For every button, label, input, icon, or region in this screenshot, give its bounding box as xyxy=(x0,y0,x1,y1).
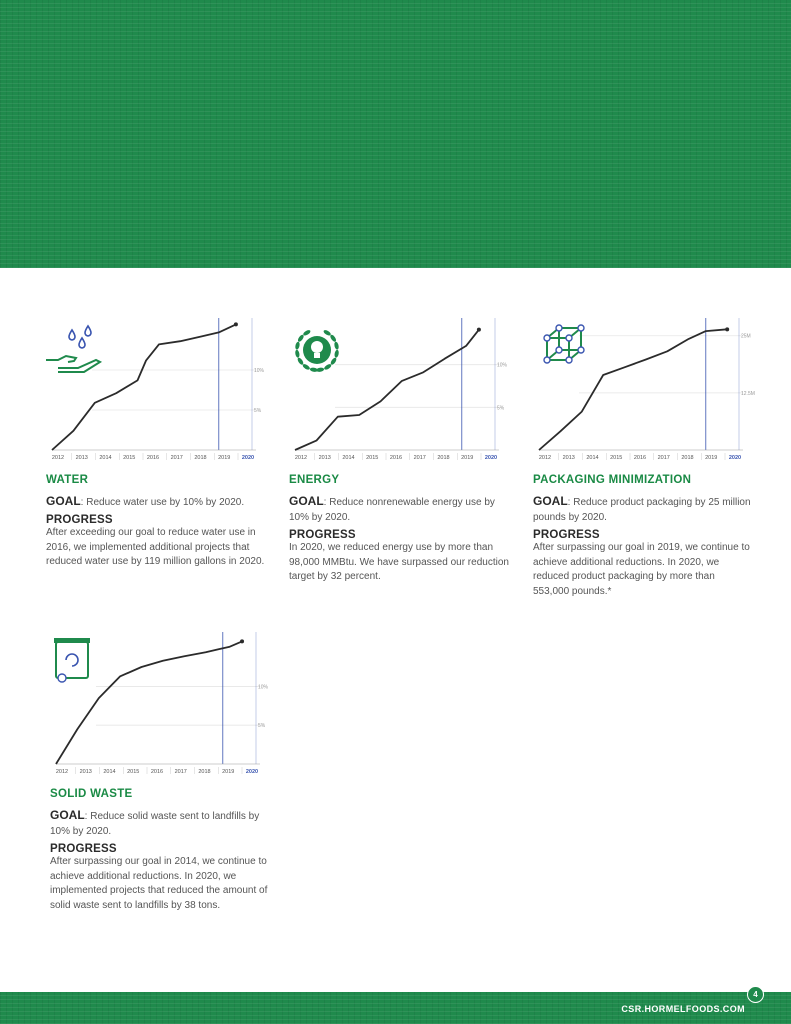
progress-text: After surpassing our goal in 2019, we continue to achieve additional reductions. In 2020, we reduced product packaging by more than 553,000 pounds.* xyxy=(533,542,750,597)
progress-text: In 2020, we reduced energy use by more than 98,000 MMBtu. We have surpassed our reduction target by 32 percent. xyxy=(289,542,509,582)
x-tick-label: 2018 xyxy=(437,455,450,461)
cube-vertex xyxy=(566,357,572,363)
cube-wireframe-icon xyxy=(544,325,584,363)
solid-waste-title: SOLID WASTE xyxy=(50,788,133,800)
energy-goal xyxy=(289,494,509,525)
progress-label: PROGRESS xyxy=(50,843,117,855)
water-drops-hand-icon xyxy=(46,326,100,372)
icon-wrapper xyxy=(46,326,100,372)
x-tick-label: 2016 xyxy=(150,769,164,775)
lightbulb-laurel-icon xyxy=(295,329,340,372)
series-line xyxy=(539,329,727,450)
reference-label: 25M xyxy=(741,333,751,340)
reference-label: 10% xyxy=(497,362,508,369)
reference-label: 10% xyxy=(258,684,269,691)
x-tick-label: 2016 xyxy=(146,455,160,461)
laurel-leaf xyxy=(297,334,305,343)
x-tick-label: 2018 xyxy=(198,769,211,775)
laurel-leaf xyxy=(329,334,337,343)
progress-label: PROGRESS xyxy=(289,529,356,541)
x-tick-label: 2018 xyxy=(194,455,207,461)
goal-label: GOAL xyxy=(289,494,324,508)
cube-vertex xyxy=(556,325,562,331)
solid-waste-goal xyxy=(50,808,270,839)
water-drop-shape xyxy=(69,330,75,340)
goal-label: GOAL xyxy=(46,494,81,508)
recycling-bin-icon xyxy=(54,638,90,682)
hand-shape xyxy=(46,356,100,372)
goal-label: GOAL xyxy=(50,808,85,822)
laurel-leaf xyxy=(295,341,301,350)
reference-label: 5% xyxy=(497,405,505,412)
x-tick-label: 2019 xyxy=(222,769,235,775)
x-tick-label: 2017 xyxy=(170,455,183,461)
goal-text: : Reduce nonrenewable energy use by 10% by 2020. xyxy=(289,497,495,523)
x-tick-label: 2015 xyxy=(366,455,379,461)
x-tick-label: 2014 xyxy=(99,455,112,461)
x-tick-label: 2013 xyxy=(562,455,575,461)
series-endpoint xyxy=(725,327,729,331)
progress-label: PROGRESS xyxy=(533,529,600,541)
energy-chart xyxy=(289,318,514,460)
footer-url[interactable]: CSR.HORMELFOODS.COM xyxy=(621,1004,745,1014)
reference-label: 12.5M xyxy=(741,390,755,397)
x-tick-label: 2016 xyxy=(389,455,403,461)
x-tick-label: 2019 xyxy=(218,455,231,461)
series-line xyxy=(56,641,242,764)
footer-bar xyxy=(0,992,791,1024)
solid-waste-chart xyxy=(50,632,275,774)
x-tick-label: 2012 xyxy=(51,455,65,461)
water-title: WATER xyxy=(46,474,89,486)
page-number: 4 xyxy=(747,986,764,1003)
cube-vertex xyxy=(544,335,550,341)
goal-text: : Reduce product packaging by 25 million pounds by 2020. xyxy=(533,497,751,523)
laurel-leaf xyxy=(297,357,305,366)
goal-text: : Reduce water use by 10% by 2020. xyxy=(80,497,245,508)
progress-label: PROGRESS xyxy=(46,514,113,526)
solid-waste-panel xyxy=(50,632,270,932)
reference-label: 5% xyxy=(258,723,266,730)
x-tick-label: 2017 xyxy=(413,455,426,461)
x-tick-label: 2015 xyxy=(123,455,136,461)
bulb-base xyxy=(314,353,320,358)
laurel-leaf xyxy=(334,349,339,358)
x-tick-label: 2020 xyxy=(245,769,259,775)
x-tick-label: 2020 xyxy=(484,455,498,461)
x-tick-label: 2013 xyxy=(318,455,331,461)
goal-text: : Reduce solid waste sent to landfills by 10% by 2020. xyxy=(50,811,260,837)
x-tick-label: 2020 xyxy=(728,455,742,461)
icon-wrapper xyxy=(54,638,90,682)
x-tick-label: 2019 xyxy=(705,455,718,461)
cube-vertex xyxy=(544,357,550,363)
laurel-leaf xyxy=(334,341,340,350)
x-tick-label: 2015 xyxy=(610,455,623,461)
header-banner xyxy=(0,0,791,268)
laurel-leaf xyxy=(316,367,325,372)
series-endpoint xyxy=(240,639,244,643)
reference-label: 10% xyxy=(254,368,265,374)
x-tick-label: 2015 xyxy=(127,769,140,775)
laurel-leaf xyxy=(323,329,332,337)
x-tick-label: 2020 xyxy=(241,455,255,461)
progress-text: After exceeding our goal to reduce water use in 2016, we implemented additional projects that reduced water use by 119 million gallons in 2020. xyxy=(46,527,265,567)
water-drop-shape xyxy=(79,338,85,348)
x-tick-label: 2017 xyxy=(657,455,670,461)
water-chart xyxy=(46,318,271,460)
x-tick-label: 2012 xyxy=(294,455,308,461)
bin-body xyxy=(56,642,88,678)
goal-label: GOAL xyxy=(533,494,568,508)
bin-wheel xyxy=(58,674,66,682)
x-tick-label: 2013 xyxy=(75,455,88,461)
x-tick-label: 2012 xyxy=(55,769,69,775)
packaging-goal xyxy=(533,494,753,525)
x-tick-label: 2019 xyxy=(461,455,474,461)
x-tick-label: 2014 xyxy=(103,769,116,775)
packaging-title: PACKAGING MINIMIZATION xyxy=(533,474,692,486)
x-tick-label: 2018 xyxy=(681,455,694,461)
x-tick-label: 2014 xyxy=(342,455,355,461)
packaging-chart xyxy=(533,318,758,460)
laurel-leaf xyxy=(302,329,311,337)
cube-vertex xyxy=(556,347,562,353)
series-endpoint xyxy=(234,322,238,326)
reference-label: 5% xyxy=(254,408,262,414)
water-goal xyxy=(46,494,266,510)
x-tick-label: 2013 xyxy=(79,769,92,775)
series-endpoint xyxy=(477,328,481,332)
water-panel xyxy=(46,318,266,598)
packaging-panel xyxy=(533,318,753,608)
cube-vertex xyxy=(578,325,584,331)
x-tick-label: 2014 xyxy=(586,455,599,461)
icon-wrapper xyxy=(544,325,584,363)
laurel-leaf xyxy=(295,349,300,358)
progress-text: After surpassing our goal in 2014, we continue to achieve additional reductions. In 2020, we implemented projects that reduced the amount of solid waste sent to landfills by 38 tons. xyxy=(50,856,268,911)
recycle-arrow xyxy=(66,654,78,666)
x-tick-label: 2012 xyxy=(538,455,552,461)
cube-vertex xyxy=(566,335,572,341)
bin-lid xyxy=(54,638,90,643)
energy-panel xyxy=(289,318,509,598)
bulb-glass xyxy=(311,341,323,353)
x-tick-label: 2017 xyxy=(174,769,187,775)
laurel-leaf xyxy=(302,363,311,371)
icon-wrapper xyxy=(295,329,340,372)
cube-vertex xyxy=(578,347,584,353)
x-tick-label: 2016 xyxy=(633,455,647,461)
laurel-leaf xyxy=(323,363,332,371)
energy-title: ENERGY xyxy=(289,474,340,486)
water-drop-shape xyxy=(85,326,91,336)
